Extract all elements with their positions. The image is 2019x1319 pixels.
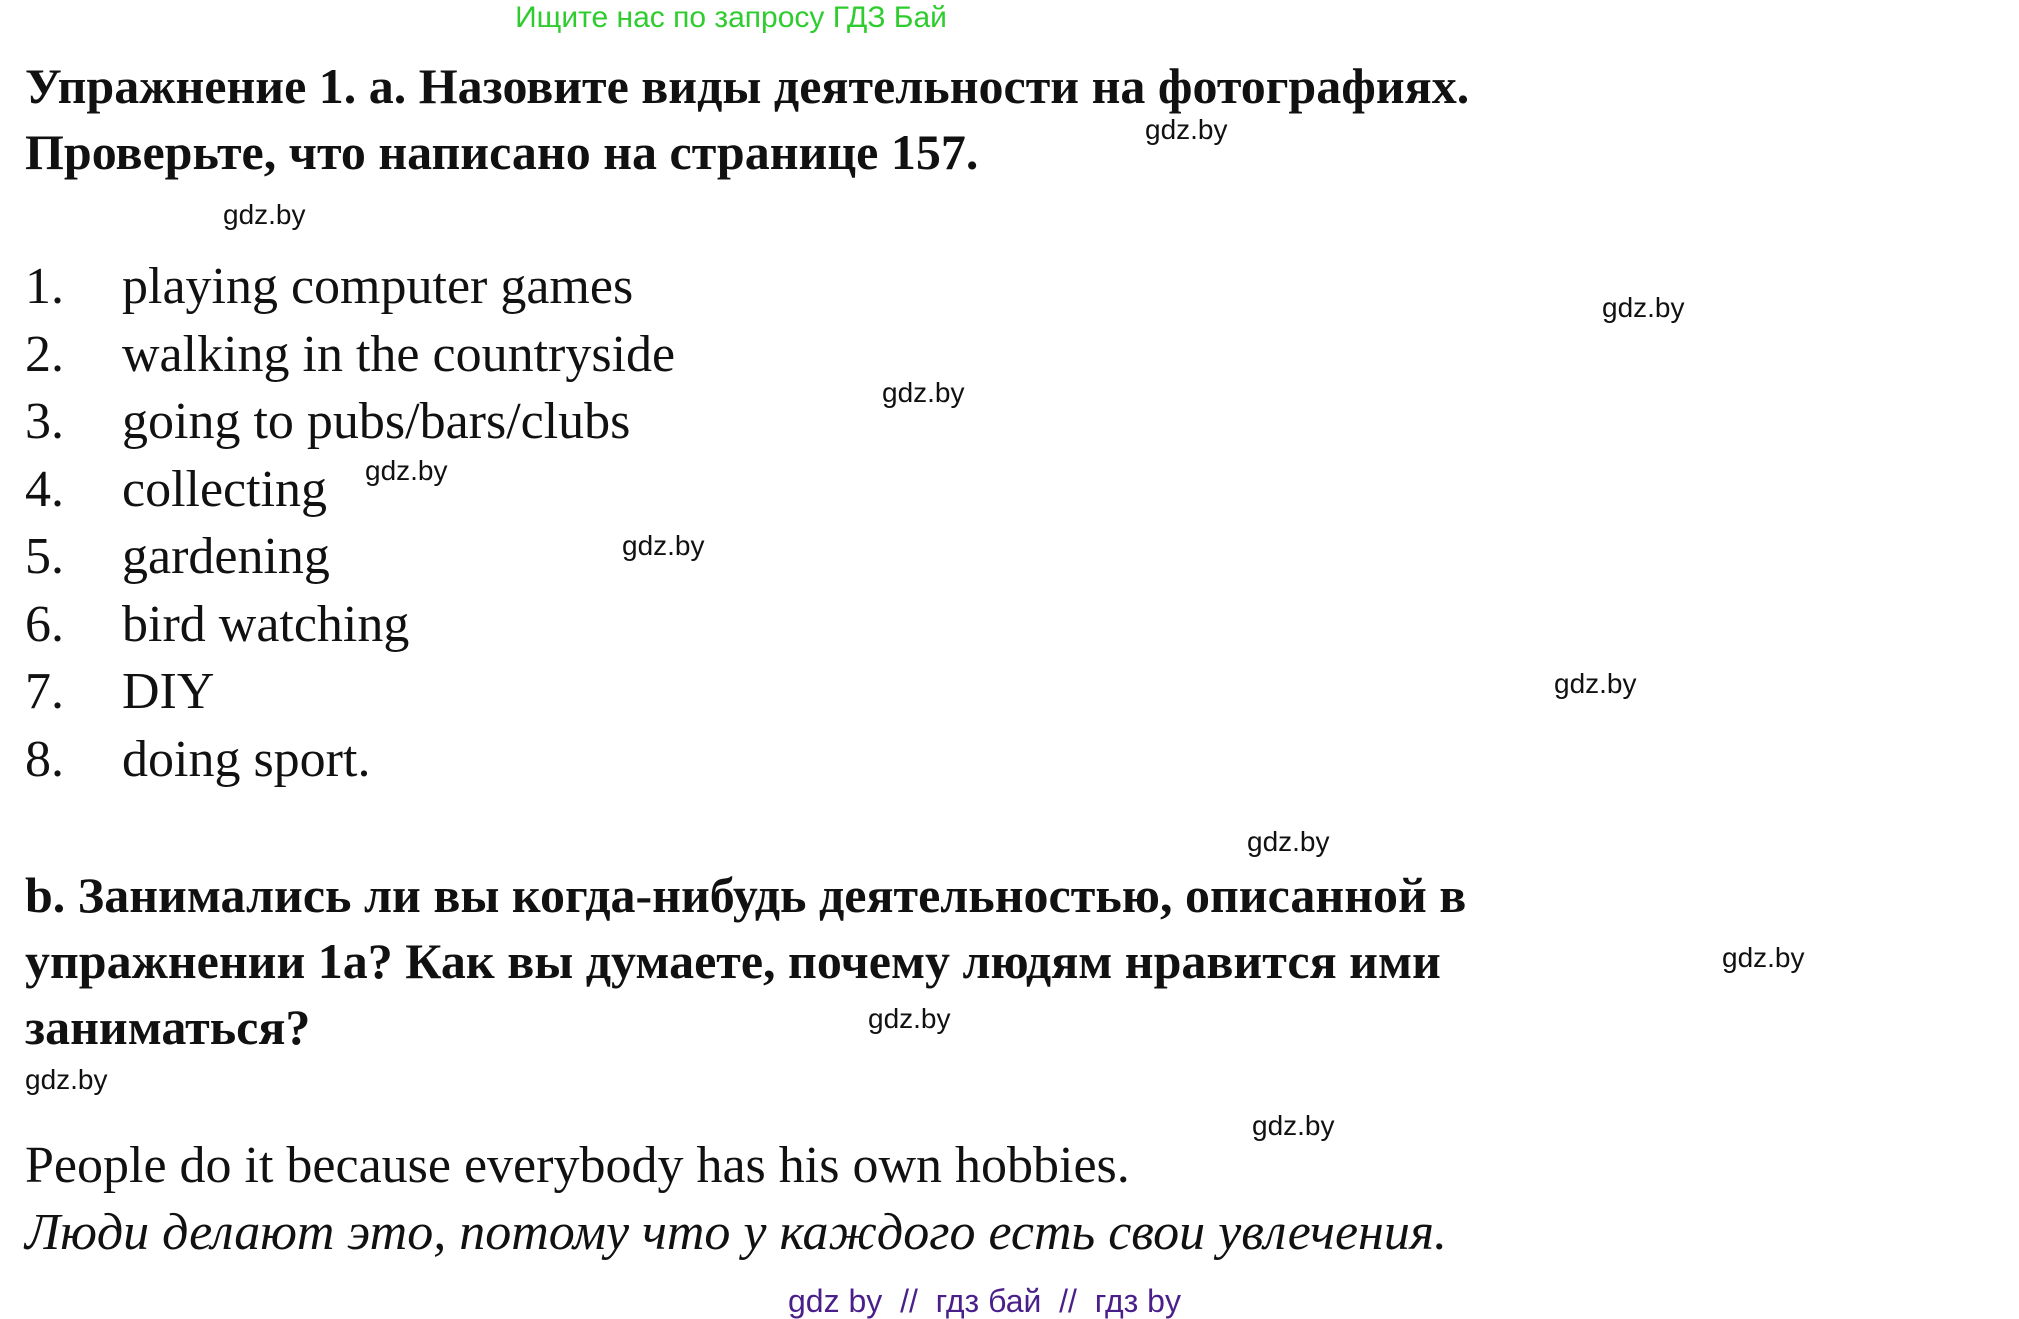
watermark-label: gdz.by <box>1247 826 1330 857</box>
exercise-b-heading-line-3: заниматься? <box>25 999 311 1055</box>
watermark-label: gdz.by <box>25 1064 108 1095</box>
list-item-text: bird watching <box>122 595 410 653</box>
list-item <box>25 321 675 389</box>
watermark-label: gdz.by <box>1602 292 1685 323</box>
watermark-label: gdz.by <box>622 530 705 561</box>
list-item-number: 8. <box>25 730 64 788</box>
list-item-number: 6. <box>25 595 64 653</box>
list-item-number: 3. <box>25 393 64 450</box>
list-item-number: 7. <box>25 663 64 720</box>
list-item <box>25 523 675 591</box>
list-item-number: 5. <box>25 528 64 585</box>
list-item-number: 2. <box>25 325 64 383</box>
list-item <box>25 726 675 794</box>
list-item-text: walking in the countryside <box>122 325 676 383</box>
watermark-label: gdz.by <box>1554 668 1637 699</box>
list-item-text: going to pubs/bars/clubs <box>122 393 631 450</box>
footer-links: gdz by // гдз бай // гдз by <box>788 1283 1181 1319</box>
list-item <box>25 591 675 659</box>
list-item <box>25 658 675 726</box>
watermark-label: gdz.by <box>1722 942 1805 973</box>
activities-list <box>25 253 675 793</box>
watermark-label: gdz.by <box>868 1003 951 1034</box>
watermark-label: gdz.by <box>223 199 306 230</box>
exercise-a-heading <box>25 53 1469 185</box>
exercise-a-heading-line-2: Проверьте, что написано на странице 157. <box>25 124 979 180</box>
exercise-b-heading-line-1: b. Занимались ли вы когда-нибудь деятельностью, описанной в <box>25 867 1467 923</box>
watermark-label: gdz.by <box>1252 1110 1335 1141</box>
list-item <box>25 388 675 456</box>
watermark-label: gdz.by <box>365 455 448 486</box>
list-item-text: playing computer games <box>122 258 634 315</box>
answer-russian: Люди делают это, потому что у каждого есть свои увлечения. <box>25 1204 1448 1261</box>
answer-english: People do it because everybody has his own hobbies. <box>25 1137 1130 1194</box>
watermark-label: gdz.by <box>1145 114 1228 145</box>
list-item-text: doing sport. <box>122 730 371 788</box>
exercise-a-heading-line-1: Упражнение 1. a. Назовите виды деятельности на фотографиях. <box>25 58 1470 114</box>
list-item <box>25 253 675 321</box>
watermark-label: gdz.by <box>882 377 965 408</box>
list-item <box>25 456 675 524</box>
list-item-text: DIY <box>122 663 215 720</box>
search-hint-banner: Ищите нас по запросу ГДЗ Бай <box>515 1 947 34</box>
list-item-number: 4. <box>25 460 64 518</box>
exercise-b-heading-line-2: упражнении 1a? Как вы думаете, почему людям нравится ими <box>25 933 1441 989</box>
list-item-number: 1. <box>25 258 64 315</box>
exercise-b-heading <box>25 862 1466 1060</box>
list-item-text: gardening <box>122 528 330 585</box>
list-item-text: collecting <box>122 460 328 518</box>
